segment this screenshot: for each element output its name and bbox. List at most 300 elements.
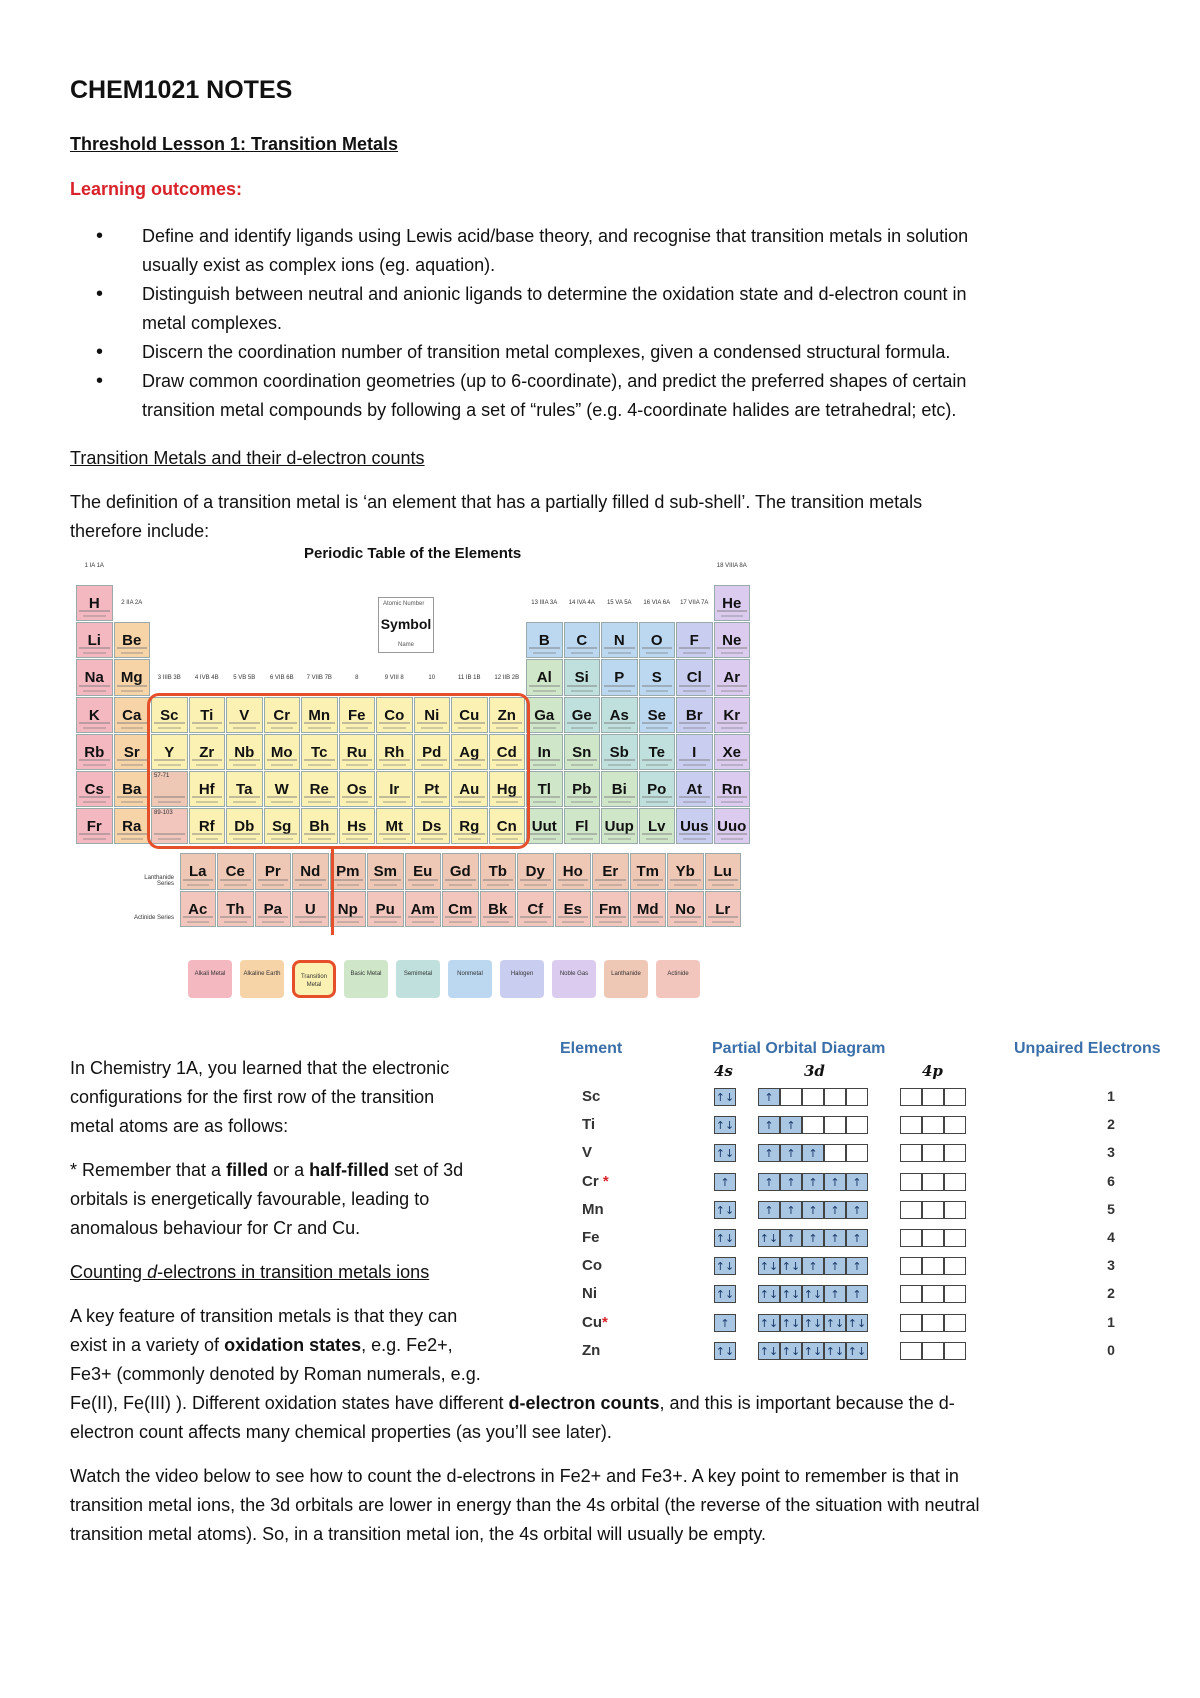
element-ho bbox=[555, 853, 592, 889]
element-symbol: Al bbox=[536, 669, 552, 687]
subshell-3d: 3d bbox=[804, 1062, 825, 1080]
element-symbol: Tm bbox=[636, 863, 659, 881]
orbital-box-4s: ↑ bbox=[714, 1314, 736, 1332]
row-element-symbol: Mn bbox=[582, 1200, 604, 1218]
orbital-box-3d: ↑ bbox=[758, 1201, 780, 1219]
element-sb bbox=[601, 734, 638, 770]
orbital-box-3d: ↑↓ bbox=[802, 1314, 824, 1332]
element-symbol: N bbox=[613, 632, 625, 650]
element-symbol: Fe bbox=[347, 706, 366, 724]
element-symbol: U bbox=[304, 900, 316, 918]
orbital-box-4s: ↑↓ bbox=[714, 1257, 736, 1275]
orbital-box-3d: ↑↓ bbox=[802, 1285, 824, 1303]
row-element-symbol: Fe bbox=[582, 1229, 600, 1246]
legend-item-bm: Basic Metal bbox=[344, 960, 388, 998]
orbital-box-3d: ↑ bbox=[846, 1173, 868, 1191]
element-pa bbox=[255, 891, 292, 927]
element-symbol: Ca bbox=[122, 706, 142, 724]
orbital-box-3d bbox=[846, 1144, 868, 1162]
orbital-box-4p bbox=[922, 1116, 944, 1134]
element-es bbox=[555, 891, 592, 927]
group-label: 1 IA 1A bbox=[84, 563, 104, 569]
element-symbol: Pt bbox=[424, 781, 440, 798]
element-ac bbox=[180, 891, 217, 927]
element-symbol: Sn bbox=[572, 743, 592, 761]
watch-video-paragraph: Watch the video below to see how to count the d-electrons in Fe2+ and Fe3+. A key point to remember is that in transition metal ions, the 3d orbitals are lower in energy than the 4s orbital (the reverse of the situation with neutral transition metal atoms). So, in a transition metal ion, the 4s orbital will usually be empty. bbox=[70, 1466, 980, 1544]
element-p bbox=[601, 659, 638, 695]
element-se bbox=[639, 697, 676, 733]
legend-item-semi: Semimetal bbox=[396, 960, 440, 998]
orbital-box-3d bbox=[802, 1088, 824, 1106]
element-md bbox=[630, 891, 667, 927]
element-symbol: Pu bbox=[375, 900, 395, 918]
element-ga bbox=[526, 697, 563, 733]
orbital-box-3d bbox=[824, 1144, 846, 1162]
orbital-row bbox=[560, 1197, 1200, 1226]
element-u bbox=[292, 891, 329, 927]
legend-item-tm: Transition Metal bbox=[292, 960, 336, 998]
element-symbol: Cm bbox=[448, 900, 473, 918]
header-element: Element bbox=[560, 1040, 623, 1057]
orbital-row bbox=[560, 1140, 1200, 1169]
element-symbol: Cf bbox=[527, 900, 544, 918]
orbital-box-3d: ↑ bbox=[846, 1229, 868, 1247]
element-symbol: Db bbox=[234, 818, 255, 836]
element-symbol: Re bbox=[309, 781, 329, 798]
orbital-box-3d: ↑↓ bbox=[824, 1342, 846, 1360]
orbital-row bbox=[560, 1253, 1200, 1282]
orbital-box-3d bbox=[824, 1116, 846, 1134]
element-uut bbox=[526, 808, 563, 844]
element-symbol: C bbox=[576, 632, 588, 650]
element-ca bbox=[114, 697, 151, 733]
highlight-connector-line bbox=[331, 849, 334, 935]
element-tb bbox=[480, 853, 517, 889]
element-symbol: Sg bbox=[272, 818, 292, 836]
orbital-box-4p bbox=[900, 1144, 922, 1162]
element-symbol: Uuo bbox=[717, 818, 747, 836]
element-symbol: Er bbox=[602, 863, 619, 881]
element-symbol: Mn bbox=[308, 706, 331, 724]
element-symbol: I bbox=[692, 743, 697, 761]
orbital-box-3d: ↑↓ bbox=[846, 1314, 868, 1332]
orbital-box-4p bbox=[922, 1257, 944, 1275]
group-label: 14 IVA 4A bbox=[568, 600, 595, 607]
element-symbol: Bk bbox=[488, 900, 508, 918]
element-symbol: Lr bbox=[715, 900, 731, 918]
legend-item-hal: Halogen bbox=[500, 960, 544, 998]
element-he bbox=[714, 585, 751, 621]
orbital-box-4p bbox=[944, 1285, 966, 1303]
element-symbol: Po bbox=[647, 781, 667, 798]
orbital-box-3d: ↑ bbox=[780, 1201, 802, 1219]
element-symbol: Rf bbox=[198, 818, 215, 836]
orbital-box-3d: ↑ bbox=[780, 1229, 802, 1247]
element-symbol: Nd bbox=[300, 863, 321, 881]
orbital-box-4p bbox=[944, 1144, 966, 1162]
element-symbol: O bbox=[650, 632, 663, 650]
element-c bbox=[564, 622, 601, 658]
element-si bbox=[564, 659, 601, 695]
element-symbol: Cu bbox=[459, 706, 480, 724]
element-symbol: Rh bbox=[384, 743, 405, 761]
element-symbol: Bh bbox=[309, 818, 330, 836]
unpaired-electron-count: 2 bbox=[1107, 1116, 1115, 1133]
legend-item-alke: Alkaline Earth bbox=[240, 960, 284, 998]
group-label: 9 VIII 8 bbox=[384, 674, 404, 681]
series-range-label: 89-103 bbox=[154, 810, 173, 817]
element-lv bbox=[639, 808, 676, 844]
element-sm bbox=[367, 853, 404, 889]
orbital-box-3d: ↑ bbox=[824, 1257, 846, 1275]
element-symbol: Tb bbox=[488, 863, 507, 881]
orbital-box-4p bbox=[944, 1088, 966, 1106]
element-symbol: Zr bbox=[199, 743, 215, 761]
element-symbol: He bbox=[722, 595, 742, 612]
element-symbol: Ag bbox=[459, 743, 480, 761]
element-rn bbox=[714, 771, 751, 807]
element-ce bbox=[217, 853, 254, 889]
element-symbol: Bi bbox=[611, 781, 627, 798]
page-title: CHEM1021 NOTES bbox=[70, 76, 293, 104]
group-label: 5 VB 5B bbox=[233, 674, 256, 681]
element-al bbox=[526, 659, 563, 695]
element-symbol: Kr bbox=[723, 706, 741, 724]
orbital-box-4p bbox=[944, 1314, 966, 1332]
element-symbol: Ge bbox=[571, 706, 592, 724]
orbital-box-3d bbox=[802, 1116, 824, 1134]
element-no bbox=[667, 891, 704, 927]
orbital-box-3d: ↑ bbox=[780, 1173, 802, 1191]
element-symbol: Rg bbox=[459, 818, 480, 836]
element-nd bbox=[292, 853, 329, 889]
element-symbol: Cn bbox=[496, 818, 517, 836]
orbital-box-4p bbox=[944, 1173, 966, 1191]
element-symbol: Fm bbox=[599, 900, 622, 918]
element-symbol: Fl bbox=[575, 818, 589, 836]
element-symbol: Pa bbox=[263, 900, 282, 918]
unpaired-electron-count: 1 bbox=[1107, 1313, 1115, 1330]
orbital-row bbox=[560, 1084, 1200, 1113]
orbital-box-3d bbox=[780, 1088, 802, 1106]
element-te bbox=[639, 734, 676, 770]
orbital-box-3d: ↑↓ bbox=[824, 1314, 846, 1332]
legend-item-nonm: Nonmetal bbox=[448, 960, 492, 998]
legend-item-lan: Lanthanide bbox=[604, 960, 648, 998]
element-symbol: Ar bbox=[723, 669, 741, 687]
element-symbol: Ru bbox=[346, 743, 367, 761]
orbital-box-4p bbox=[900, 1229, 922, 1247]
orbital-box-3d: ↑ bbox=[846, 1285, 868, 1303]
element-pb bbox=[564, 771, 601, 807]
element-fr bbox=[76, 808, 113, 844]
unpaired-electron-count: 6 bbox=[1107, 1172, 1115, 1189]
orbital-box-3d: ↑ bbox=[802, 1173, 824, 1191]
element-symbol: Be bbox=[122, 632, 142, 650]
orbital-row bbox=[560, 1338, 1200, 1367]
element-symbol: Nb bbox=[234, 743, 255, 761]
element-symbol: K bbox=[88, 706, 100, 724]
orbital-box-4s: ↑↓ bbox=[714, 1201, 736, 1219]
element-symbol: Ac bbox=[188, 900, 208, 918]
group-label: 15 VA 5A bbox=[606, 600, 632, 607]
orbital-box-4p bbox=[944, 1116, 966, 1134]
element-ne bbox=[714, 622, 751, 658]
element-yb bbox=[667, 853, 704, 889]
orbital-box-4p bbox=[922, 1173, 944, 1191]
element-s bbox=[639, 659, 676, 695]
orbital-box-4p bbox=[900, 1342, 922, 1360]
element-np bbox=[330, 891, 367, 927]
element-uup bbox=[601, 808, 638, 844]
element-symbol: Sm bbox=[373, 863, 397, 881]
orbital-box-4p bbox=[922, 1314, 944, 1332]
lanthanide-series-label: Lanthanide Series bbox=[144, 875, 174, 887]
element-symbol: Se bbox=[647, 706, 666, 724]
orbital-box-4p bbox=[900, 1088, 922, 1106]
row-element-symbol: Sc bbox=[582, 1088, 601, 1105]
orbital-box-4p bbox=[944, 1229, 966, 1247]
outcome-item: • Discern the coordination number of transition metal complexes, given a condensed structural formula. bbox=[70, 338, 1130, 367]
element-symbol: Tc bbox=[311, 743, 328, 761]
group-label: 13 IIIA 3A bbox=[531, 600, 558, 607]
remember-note: * Remember that a filled or a half-filled set of 3d orbitals is energetically favourable, leading to anomalous behaviour for Cr and Cu. bbox=[70, 1160, 464, 1238]
learning-outcomes-heading: Learning outcomes: bbox=[70, 179, 243, 199]
element-symbol: Hf bbox=[198, 781, 215, 798]
element-symbol: Ti bbox=[200, 706, 214, 724]
element-cf bbox=[517, 891, 554, 927]
lesson-heading: Threshold Lesson 1: Transition Metals bbox=[70, 134, 399, 154]
element-fm bbox=[592, 891, 629, 927]
orbital-box-3d: ↑↓ bbox=[758, 1342, 780, 1360]
element-symbol: Mg bbox=[120, 669, 143, 687]
element-pr bbox=[255, 853, 292, 889]
element-symbol: Ba bbox=[122, 781, 142, 798]
orbital-box-3d: ↑↓ bbox=[846, 1342, 868, 1360]
orbital-box-3d: ↑↓ bbox=[780, 1342, 802, 1360]
orbital-box-4p bbox=[922, 1201, 944, 1219]
element-symbol: Hs bbox=[347, 818, 367, 836]
orbital-box-4s: ↑↓ bbox=[714, 1285, 736, 1303]
orbital-box-3d: ↑ bbox=[758, 1116, 780, 1134]
orbital-box-3d: ↑ bbox=[802, 1229, 824, 1247]
element-symbol: Li bbox=[87, 632, 101, 650]
definition-paragraph: The definition of a transition metal is ‘an element that has a partially filled d sub-shell’. The transition metals therefore include: bbox=[70, 492, 923, 541]
orbital-box-3d: ↑ bbox=[758, 1088, 780, 1106]
element-symbol: Ta bbox=[236, 781, 253, 798]
orbital-row bbox=[560, 1310, 1200, 1339]
element-symbol: Uup bbox=[604, 818, 634, 836]
element-symbol: Np bbox=[337, 900, 358, 918]
element-symbol: Md bbox=[636, 900, 659, 918]
element-symbol: Uut bbox=[531, 818, 557, 836]
element-cs bbox=[76, 771, 113, 807]
unpaired-electron-count: 3 bbox=[1107, 1257, 1115, 1274]
orbital-box-3d: ↑ bbox=[824, 1285, 846, 1303]
orbital-box-3d: ↑ bbox=[780, 1116, 802, 1134]
group-label: 11 IB 1B bbox=[457, 674, 481, 681]
element-er bbox=[592, 853, 629, 889]
element-symbol: Lv bbox=[647, 818, 666, 836]
element-na bbox=[76, 659, 113, 695]
element-symbol: Hg bbox=[496, 781, 517, 798]
element-symbol: Ir bbox=[389, 781, 400, 798]
element-symbol: S bbox=[651, 669, 662, 687]
element-k bbox=[76, 697, 113, 733]
element-symbol: Th bbox=[226, 900, 245, 918]
unpaired-electron-count: 3 bbox=[1107, 1144, 1115, 1161]
element-tm bbox=[630, 853, 667, 889]
orbital-box-3d: ↑ bbox=[758, 1173, 780, 1191]
element-li bbox=[76, 622, 113, 658]
group-label: 8 bbox=[355, 674, 359, 681]
element-symbol: Tl bbox=[537, 781, 551, 798]
element-symbol: In bbox=[537, 743, 551, 761]
element-symbol: Rb bbox=[84, 743, 105, 761]
element-symbol: Os bbox=[346, 781, 367, 798]
group-label: 2 IIA 2A bbox=[121, 600, 143, 607]
outcome-item: • Distinguish between neutral and anionic ligands to determine the oxidation state and d-electron count in metal complexes. bbox=[70, 280, 1130, 338]
legend-item-alk: Alkali Metal bbox=[188, 960, 232, 998]
orbital-box-4s: ↑ bbox=[714, 1173, 736, 1191]
row-element-symbol: Cr * bbox=[582, 1172, 609, 1190]
orbital-box-3d: ↑ bbox=[802, 1257, 824, 1275]
outcome-item: • Define and identify ligands using Lewis acid/base theory, and recognise that transition metals in solution usually exist as complex ions (eg. aquation). bbox=[70, 222, 1130, 280]
transition-metals-highlight bbox=[147, 693, 530, 850]
element-symbol: Ga bbox=[534, 706, 555, 724]
element-symbol: Y bbox=[164, 743, 175, 761]
orbital-box-3d: ↑ bbox=[780, 1144, 802, 1162]
orbital-box-4p bbox=[922, 1144, 944, 1162]
element-bk bbox=[480, 891, 517, 927]
group-label: 6 VIB 6B bbox=[269, 674, 294, 681]
header-unpaired-electrons: Unpaired Electrons bbox=[1014, 1040, 1161, 1057]
element-symbol: Cd bbox=[496, 743, 517, 761]
orbital-box-4s: ↑↓ bbox=[714, 1116, 736, 1134]
element-th bbox=[217, 891, 254, 927]
periodic-table-title: Periodic Table of the Elements bbox=[304, 545, 522, 562]
orbital-box-3d: ↑ bbox=[824, 1201, 846, 1219]
element-sn bbox=[564, 734, 601, 770]
orbital-box-3d: ↑ bbox=[846, 1257, 868, 1275]
element-symbol: V bbox=[239, 706, 250, 724]
element-ge bbox=[564, 697, 601, 733]
periodic-table-figure bbox=[76, 545, 811, 1012]
element-gd bbox=[442, 853, 479, 889]
element-key: Atomic Number Symbol Name bbox=[378, 597, 434, 653]
element-lr bbox=[705, 891, 742, 927]
element-symbol: Zn bbox=[497, 706, 516, 724]
orbital-diagram-table bbox=[560, 1040, 1200, 1370]
chem1a-paragraph: In Chemistry 1A, you learned that the electronic configurations for the first row of the transition metal atoms are as follows: bbox=[70, 1058, 450, 1136]
orbital-box-4p bbox=[922, 1229, 944, 1247]
element-uuo bbox=[714, 808, 751, 844]
element-xe bbox=[714, 734, 751, 770]
orbital-box-4p bbox=[900, 1201, 922, 1219]
element-rb bbox=[76, 734, 113, 770]
row-element-symbol: V bbox=[582, 1144, 593, 1162]
orbital-row bbox=[560, 1112, 1200, 1141]
element-symbol: Ra bbox=[122, 818, 142, 836]
element-cm bbox=[442, 891, 479, 927]
orbital-box-3d: ↑ bbox=[824, 1173, 846, 1191]
orbital-box-4p bbox=[922, 1088, 944, 1106]
element-dy bbox=[517, 853, 554, 889]
element-symbol: W bbox=[274, 781, 289, 798]
element-bi bbox=[601, 771, 638, 807]
element-b bbox=[526, 622, 563, 658]
element-br bbox=[676, 697, 713, 733]
orbital-box-3d: ↑↓ bbox=[758, 1285, 780, 1303]
group-label: 17 VIIA 7A bbox=[680, 600, 709, 607]
element-h bbox=[76, 585, 113, 621]
row-element-symbol: Ni bbox=[582, 1285, 597, 1303]
element-symbol: Dy bbox=[525, 863, 545, 881]
element-symbol: Cr bbox=[273, 706, 291, 724]
element-symbol: Mt bbox=[385, 818, 403, 836]
group-label: 18 VIIIA 8A bbox=[716, 563, 747, 569]
element-symbol: Co bbox=[384, 706, 405, 724]
element-symbol: Mo bbox=[270, 743, 293, 761]
element-symbol: As bbox=[609, 706, 629, 724]
element-n bbox=[601, 622, 638, 658]
element-symbol: Na bbox=[84, 669, 104, 687]
orbital-box-3d: ↑↓ bbox=[780, 1257, 802, 1275]
element-ba bbox=[114, 771, 151, 807]
element-uus bbox=[676, 808, 713, 844]
orbital-box-4p bbox=[944, 1342, 966, 1360]
element-symbol: Gd bbox=[449, 863, 471, 881]
element-symbol: No bbox=[675, 900, 696, 918]
orbital-box-3d: ↑↓ bbox=[780, 1285, 802, 1303]
legend-item-nob: Noble Gas bbox=[552, 960, 596, 998]
orbital-box-3d: ↑ bbox=[758, 1144, 780, 1162]
element-symbol: Yb bbox=[675, 863, 695, 881]
element-pm bbox=[330, 853, 367, 889]
orbital-box-4s: ↑↓ bbox=[714, 1229, 736, 1247]
element-lu bbox=[705, 853, 742, 889]
group-label: 7 VIIB 7B bbox=[306, 674, 332, 681]
group-label: 10 bbox=[428, 674, 436, 681]
element-o bbox=[639, 622, 676, 658]
element-symbol: Am bbox=[410, 900, 435, 918]
element-symbol: La bbox=[188, 863, 207, 881]
orbital-box-3d: ↑↓ bbox=[780, 1314, 802, 1332]
orbital-box-4p bbox=[900, 1257, 922, 1275]
element-i bbox=[676, 734, 713, 770]
orbital-box-4p bbox=[900, 1285, 922, 1303]
element-kr bbox=[714, 697, 751, 733]
element-po bbox=[639, 771, 676, 807]
element-eu bbox=[405, 853, 442, 889]
header-partial-orbital-diagram: Partial Orbital Diagram bbox=[712, 1040, 886, 1057]
outcome-item: • Draw common coordination geometries (up to 6-coordinate), and predict the preferred shapes of certain transition metal compounds by following a set of “rules” (e.g. 4-coordinate halides are tetrahedral; etc). bbox=[70, 367, 1130, 425]
element-symbol: Ds bbox=[422, 818, 442, 836]
element-symbol: Si bbox=[574, 669, 589, 687]
orbital-box-4s: ↑↓ bbox=[714, 1144, 736, 1162]
learning-outcomes-list bbox=[70, 222, 1130, 425]
orbital-box-4s: ↑↓ bbox=[714, 1088, 736, 1106]
group-label: 16 VIA 6A bbox=[643, 600, 671, 607]
group-label: 12 IIB 2B bbox=[494, 674, 520, 681]
element-symbol: Cs bbox=[84, 781, 104, 798]
element-symbol: Sb bbox=[609, 743, 629, 761]
orbital-box-4p bbox=[900, 1173, 922, 1191]
section-heading-counting-d-electrons: Counting d-electrons in transition metals ions bbox=[70, 1262, 430, 1282]
orbital-box-3d bbox=[846, 1116, 868, 1134]
element-la bbox=[180, 853, 217, 889]
orbital-box-3d: ↑ bbox=[802, 1201, 824, 1219]
